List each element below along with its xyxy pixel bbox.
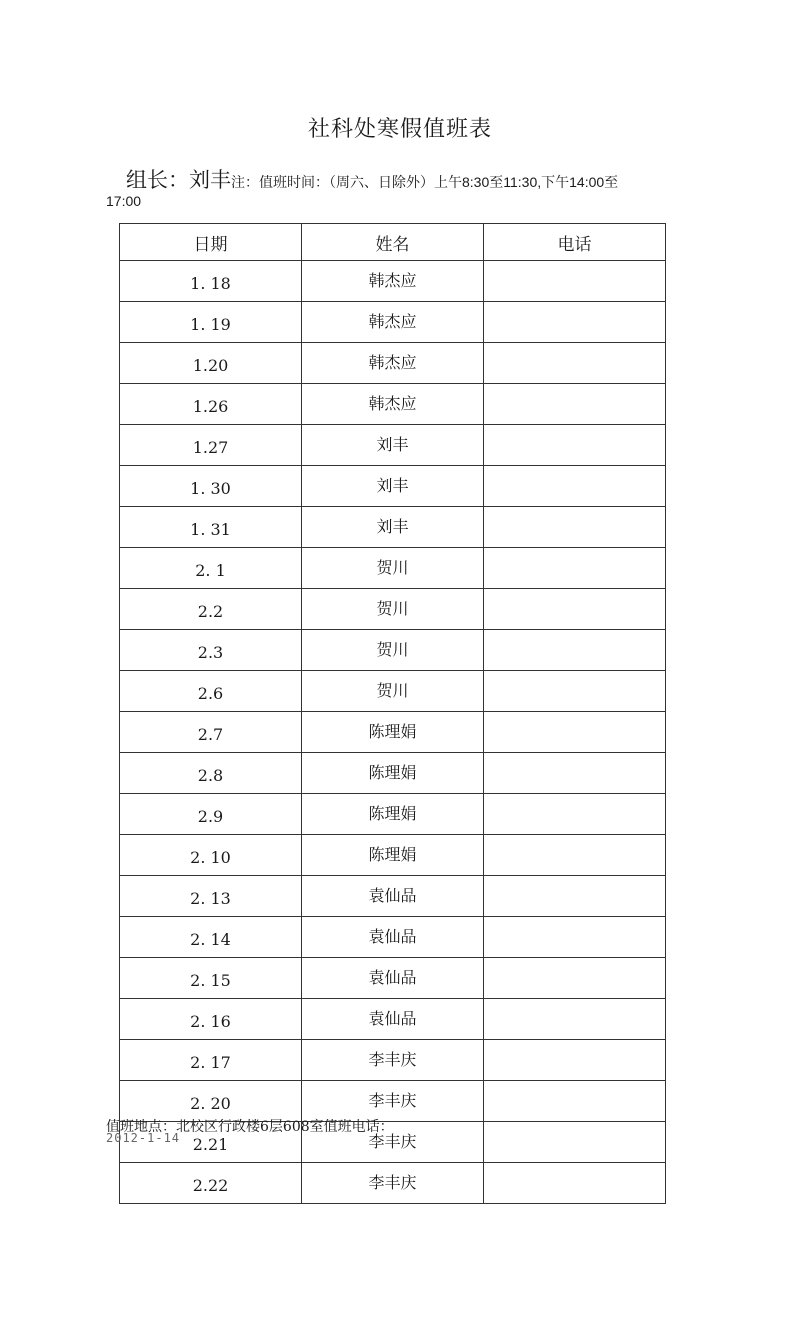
name-cell: 陈理娟 — [302, 712, 484, 753]
phone-cell — [484, 835, 666, 876]
phone-cell — [484, 466, 666, 507]
date-cell: 2. 14 — [120, 917, 302, 958]
phone-cell — [484, 958, 666, 999]
phone-cell — [484, 630, 666, 671]
duty-time-note-rest: 8:30至11:30,下午14:00至 — [462, 174, 619, 190]
table-row — [120, 999, 666, 1040]
duty-table — [119, 223, 666, 1204]
name-cell: 刘丰 — [302, 425, 484, 466]
table-row — [120, 261, 666, 302]
phone-cell — [484, 1040, 666, 1081]
table-row — [120, 753, 666, 794]
date-cell: 2. 15 — [120, 958, 302, 999]
column-header-phone: 电话 — [484, 224, 666, 261]
date-cell: 2. 10 — [120, 835, 302, 876]
phone-cell — [484, 794, 666, 835]
date-cell: 2. 1 — [120, 548, 302, 589]
table-row — [120, 343, 666, 384]
duty-location: 值班地点：北校区行政楼6层608室值班电话： — [106, 1119, 394, 1135]
date-cell: 1.20 — [120, 343, 302, 384]
table-row — [120, 1040, 666, 1081]
name-cell: 韩杰应 — [302, 261, 484, 302]
phone-cell — [484, 343, 666, 384]
document-date: 2012-1-14 — [106, 1131, 181, 1145]
name-cell: 袁仙品 — [302, 917, 484, 958]
date-cell: 2.7 — [120, 712, 302, 753]
table-row — [120, 958, 666, 999]
table-row — [120, 835, 666, 876]
name-cell: 韩杰应 — [302, 343, 484, 384]
phone-cell — [484, 261, 666, 302]
column-header-date: 日期 — [120, 224, 302, 261]
table-header-row — [120, 224, 666, 261]
table-row — [120, 794, 666, 835]
date-cell: 2.22 — [120, 1163, 302, 1204]
name-cell: 刘丰 — [302, 466, 484, 507]
table-row — [120, 548, 666, 589]
date-cell: 2. 17 — [120, 1040, 302, 1081]
phone-cell — [484, 876, 666, 917]
phone-cell — [484, 548, 666, 589]
page-title: 社科处寒假值班表 — [307, 117, 492, 142]
date-cell: 1. 31 — [120, 507, 302, 548]
date-cell: 2. 13 — [120, 876, 302, 917]
name-cell: 韩杰应 — [302, 302, 484, 343]
date-cell: 2. 16 — [120, 999, 302, 1040]
date-cell: 1. 18 — [120, 261, 302, 302]
date-cell: 2.3 — [120, 630, 302, 671]
leader-label: 组长：刘丰 — [126, 168, 231, 192]
phone-cell — [484, 917, 666, 958]
table-row — [120, 589, 666, 630]
column-header-name: 姓名 — [302, 224, 484, 261]
name-cell: 刘丰 — [302, 507, 484, 548]
phone-cell — [484, 425, 666, 466]
name-cell: 韩杰应 — [302, 384, 484, 425]
date-cell: 1.26 — [120, 384, 302, 425]
table-row — [120, 712, 666, 753]
phone-cell — [484, 671, 666, 712]
phone-cell — [484, 507, 666, 548]
table-row — [120, 425, 666, 466]
name-cell: 李丰庆 — [302, 1081, 484, 1122]
name-cell: 贺川 — [302, 630, 484, 671]
phone-cell — [484, 589, 666, 630]
name-cell: 李丰庆 — [302, 1163, 484, 1204]
phone-cell — [484, 1081, 666, 1122]
table-row — [120, 384, 666, 425]
name-cell: 陈理娟 — [302, 753, 484, 794]
leader-line — [126, 166, 686, 197]
name-cell: 贺川 — [302, 671, 484, 712]
name-cell: 李丰庆 — [302, 1122, 484, 1163]
date-cell: 2. 20 — [120, 1081, 302, 1122]
name-cell: 袁仙品 — [302, 876, 484, 917]
duty-time-note: 注：值班时间：（周六、日除外）上午 — [231, 175, 462, 191]
table-row — [120, 466, 666, 507]
table-row — [120, 302, 666, 343]
table-row — [120, 671, 666, 712]
date-cell: 2.2 — [120, 589, 302, 630]
name-cell: 贺川 — [302, 589, 484, 630]
name-cell: 陈理娟 — [302, 835, 484, 876]
phone-cell — [484, 999, 666, 1040]
phone-cell — [484, 753, 666, 794]
name-cell: 陈理娟 — [302, 794, 484, 835]
phone-cell — [484, 1163, 666, 1204]
phone-cell — [484, 1122, 666, 1163]
duty-time-note-tail: 17:00 — [106, 193, 142, 209]
date-cell: 1.27 — [120, 425, 302, 466]
phone-cell — [484, 302, 666, 343]
table-row — [120, 630, 666, 671]
name-cell: 袁仙品 — [302, 958, 484, 999]
table-row — [120, 507, 666, 548]
date-cell: 1. 19 — [120, 302, 302, 343]
name-cell: 贺川 — [302, 548, 484, 589]
name-cell: 袁仙品 — [302, 999, 484, 1040]
date-cell: 2.8 — [120, 753, 302, 794]
table-row — [120, 917, 666, 958]
name-cell: 李丰庆 — [302, 1040, 484, 1081]
table-row — [120, 876, 666, 917]
date-cell: 2.21 — [120, 1122, 302, 1163]
date-cell: 2.9 — [120, 794, 302, 835]
date-cell: 1. 30 — [120, 466, 302, 507]
phone-cell — [484, 712, 666, 753]
date-cell: 2.6 — [120, 671, 302, 712]
table-row — [120, 1163, 666, 1204]
phone-cell — [484, 384, 666, 425]
